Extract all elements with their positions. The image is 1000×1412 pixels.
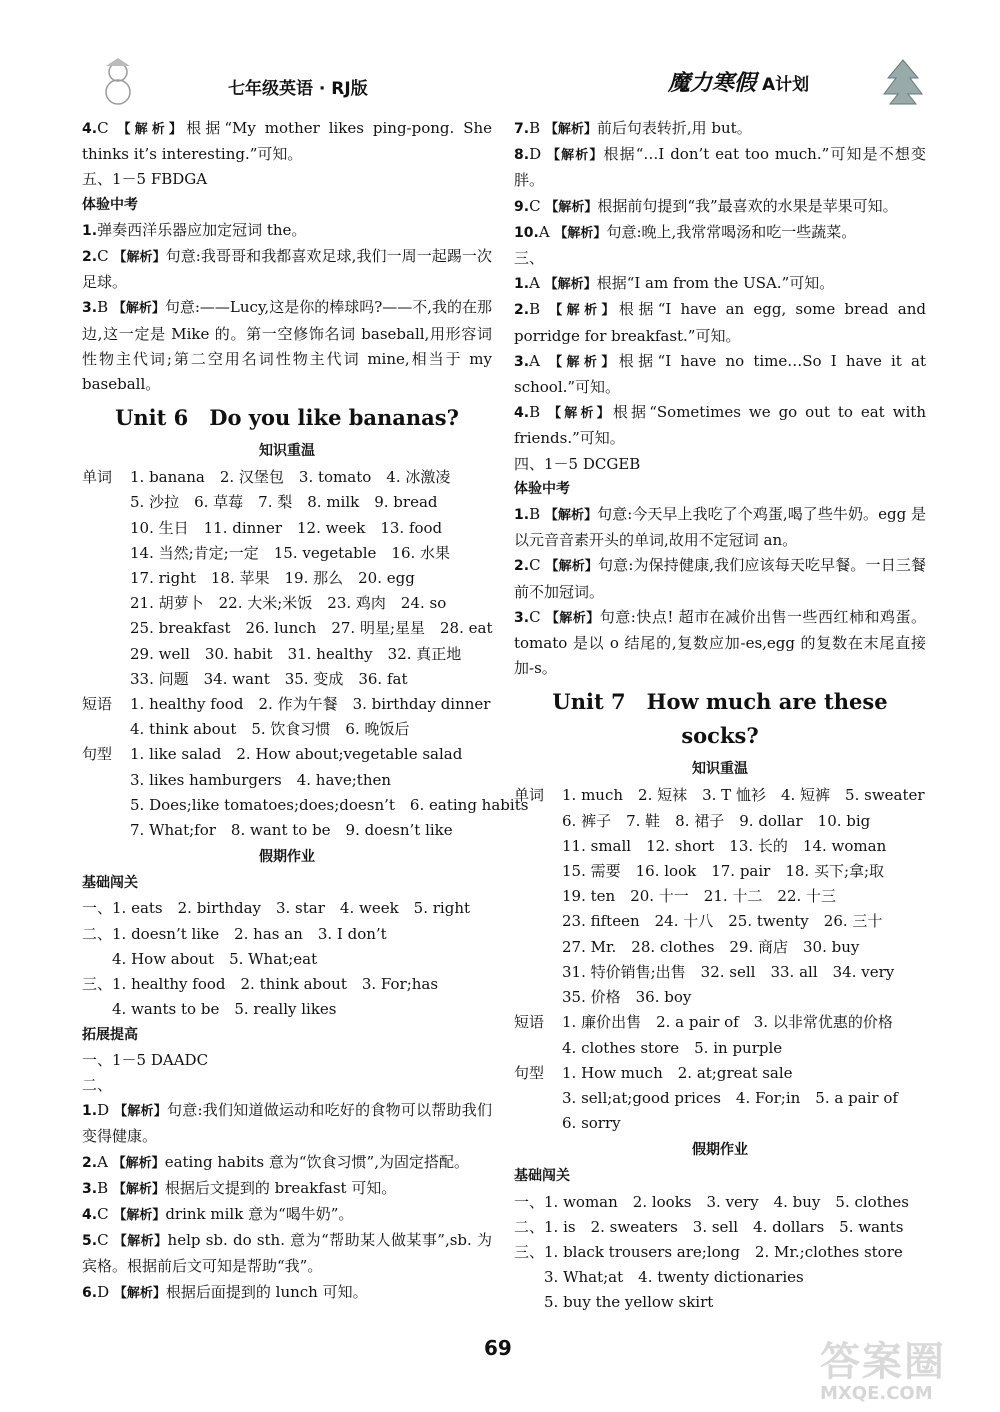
unit-6-extend-heading: 拓展提高 (82, 1026, 138, 1043)
analysis-label: 【解析】 (113, 1234, 168, 1250)
section-heading: 体验中考 (82, 196, 138, 213)
analysis-label: 【解析】 (549, 303, 619, 319)
exercise-line: 一、1. eats 2. birthday 3. star 4. week 5. right (82, 899, 471, 918)
phrase-lines (562, 1010, 926, 1060)
page-number: 69 (484, 1336, 512, 1360)
analysis-label: 【解析】 (546, 148, 604, 164)
vocab-line: 1. much 2. 短袜 3. T 恤衫 4. 短裤 5. sweater (562, 786, 925, 805)
exercise-line: 一、1－5 DAADC (82, 1050, 209, 1069)
phrase-line: 4. think about 5. 饮食习惯 6. 晚饭后 (130, 720, 410, 739)
question-number: 1. (82, 222, 98, 239)
analysis-text: eating habits 意为“饮食习惯”,为固定搭配。 (164, 1152, 469, 1171)
analysis-text: 句意:晚上,我常常喝汤和吃一些蔬菜。 (606, 222, 857, 241)
watermark-url: MXQE.COM (820, 1383, 933, 1404)
analysis-label: 【解析】 (113, 1285, 166, 1301)
unit-7-homework-heading: 假期作业 (692, 1142, 748, 1159)
question-number: 2. (82, 1154, 98, 1171)
analysis-label: 【解析】 (117, 122, 187, 137)
answer-choice: D (97, 1282, 114, 1301)
analysis-text: 根据“I am from the USA.”可知。 (596, 274, 835, 293)
answer-item (82, 1176, 492, 1202)
question-number: 2. (514, 558, 530, 575)
right-column (514, 116, 926, 1316)
vocab-line: 33. 问题 34. want 35. 变成 36. fat (130, 669, 408, 688)
answer-item (82, 1202, 492, 1228)
analysis-label: 【解析】 (545, 199, 598, 215)
phrase-line: 1. 廉价出售 2. a pair of 3. 以非常优惠的价格 (562, 1013, 893, 1032)
analysis-label: 【解析】 (114, 1104, 168, 1120)
left-column (82, 116, 529, 1306)
vocab-line: 21. 胡萝卜 22. 大米;米饭 23. 鸡肉 24. so (130, 594, 447, 613)
answer-choice: B (529, 300, 550, 319)
vocab-tag: 单词 (82, 468, 113, 487)
answer-item (82, 1280, 492, 1306)
vocab-line: 10. 生日 11. dinner 12. week 13. food (130, 518, 443, 537)
unit-6-basic-heading: 基础闯关 (82, 875, 138, 892)
section-heading: 体验中考 (514, 480, 570, 497)
vocab-line: 29. well 30. habit 31. healthy 32. 真正地 (130, 644, 462, 663)
sentence-line: 6. sorry (562, 1114, 621, 1133)
answer-choice: C (97, 247, 114, 266)
unit-6-phrases (82, 692, 492, 742)
exercise-line: 3. What;at 4. twenty dictionaries (514, 1268, 804, 1287)
answer-item (514, 271, 926, 297)
analysis-text: 根据“Sometimes we go out to eat with friends.”可知。 (514, 403, 926, 448)
answer-item (82, 1228, 492, 1279)
unit-6-extend-answers (82, 1098, 492, 1306)
analysis-label: 【解析】 (545, 610, 600, 626)
right-top-answers (514, 116, 926, 681)
question-number: 2. (514, 302, 530, 319)
analysis-label: 【解析】 (545, 559, 599, 575)
watermark-logo (820, 1330, 946, 1404)
unit-7-review-heading: 知识重温 (692, 761, 748, 778)
unit-6-review-heading: 知识重温 (259, 443, 315, 460)
analysis-text: 根据“My mother likes ping-pong. She thinks it’s interesting.”可知。 (82, 119, 493, 164)
question-number: 4. (82, 1206, 98, 1223)
exercise-line: 二、 (82, 1075, 113, 1094)
unit-7-vocab (514, 783, 926, 1010)
answer-item (82, 244, 492, 295)
left-top-answers (82, 116, 492, 397)
answer-item (82, 1150, 492, 1176)
question-number: 6. (82, 1284, 98, 1301)
question-number: 3. (82, 300, 98, 317)
vocab-lines (130, 465, 492, 692)
series-title (668, 66, 809, 97)
analysis-label: 【解析】 (544, 122, 597, 137)
answer-item (82, 218, 492, 244)
answer-line: 三、 (514, 249, 545, 268)
answer-choice: B (529, 119, 545, 137)
analysis-text: 句意:快点! 超市在减价出售一些西红柿和鸡蛋。tomato 是以 o 结尾的,复数应加-es,egg 的复数在末尾直接加-s。 (514, 607, 926, 678)
exercise-line: 一、1. woman 2. looks 3. very 4. buy 5. clothes (514, 1192, 909, 1211)
question-number: 9. (514, 198, 530, 215)
unit-7-sentences (514, 1061, 926, 1137)
answer-choice: A (529, 351, 550, 370)
answer-choice: A (97, 1152, 113, 1171)
unit-6-vocab (82, 465, 492, 692)
phrase-tag: 短语 (82, 695, 113, 714)
answer-line: 五、1－5 FBDGA (82, 170, 208, 189)
analysis-label: 【解析】 (113, 1207, 166, 1223)
vocab-line: 14. 当然;肯定;一定 15. vegetable 16. 水果 (130, 543, 451, 562)
exercise-line: 三、1. black trousers are;long 2. Mr.;clothes store (514, 1242, 903, 1261)
exercise-line: 5. buy the yellow skirt (514, 1293, 714, 1312)
unit-7-basic-heading: 基础闯关 (514, 1168, 570, 1185)
analysis-text: 根据后文提到的 breakfast 可知。 (164, 1178, 397, 1197)
answer-item (514, 194, 926, 220)
answer-item (82, 295, 492, 397)
vocab-line: 15. 需要 16. look 17. pair 18. 买下;拿;取 (562, 862, 885, 881)
answer-choice: B (529, 505, 545, 524)
answer-item (514, 142, 926, 193)
sentence-line: 1. How much 2. at;great sale (562, 1063, 793, 1082)
vocab-line: 25. breakfast 26. lunch 27. 明星;星星 28. eat (130, 619, 493, 638)
analysis-text: 句意:我们知道做运动和吃好的食物可以帮助我们变得健康。 (82, 1101, 492, 1146)
unit-7-basic-lines (514, 1190, 926, 1316)
analysis-label: 【解析】 (112, 301, 165, 317)
answer-choice: D (529, 145, 547, 164)
analysis-text: 句意:我哥哥和我都喜欢足球,我们一周一起踢一次足球。 (82, 247, 492, 292)
analysis-text: 前后句表转折,用 but。 (596, 119, 752, 137)
sentence-lines (130, 742, 528, 843)
analysis-text: 根据“…I don’t eat too much.”可知是不想变胖。 (514, 145, 926, 190)
series-title-suffix: A计划 (762, 75, 810, 95)
analysis-text: 根据后面提到的 lunch 可知。 (165, 1282, 368, 1301)
analysis-text: 根据前句提到“我”最喜欢的水果是苹果可知。 (597, 196, 898, 215)
question-number: 1. (514, 276, 530, 293)
unit-7-title: Unit 7 How much are these socks? (552, 689, 888, 749)
exercise-line: 4. How about 5. What;eat (82, 949, 318, 968)
question-number: 4. (82, 121, 98, 137)
question-number: 3. (514, 353, 530, 370)
answer-choice: C (97, 1204, 114, 1223)
question-number: 7. (514, 121, 530, 137)
answer-item (82, 116, 492, 167)
analysis-label: 【解析】 (112, 1155, 165, 1171)
answer-choice: C (97, 119, 118, 137)
answer-item (514, 400, 926, 451)
sentence-line: 3. sell;at;good prices 4. For;in 5. a pair of (562, 1088, 898, 1107)
answer-item (514, 502, 926, 553)
answer-choice: D (97, 1101, 115, 1120)
unit-6-homework-heading: 假期作业 (259, 849, 315, 866)
sentence-line: 1. like salad 2. How about;vegetable salad (130, 745, 463, 764)
sentence-line: 7. What;for 8. want to be 9. doesn’t like (130, 821, 453, 840)
analysis-text: 根据“I have no time…So I have it at school.”可知。 (514, 351, 926, 397)
unit-6-title: Unit 6 Do you like bananas? (115, 405, 459, 431)
vocab-tag: 单词 (514, 786, 545, 805)
sentence-tag: 句型 (514, 1063, 545, 1082)
answer-choice: C (529, 196, 546, 215)
series-title-main: 魔力寒假 (668, 71, 757, 96)
phrase-line: 4. clothes store 5. in purple (562, 1038, 783, 1057)
question-number: 3. (82, 1180, 98, 1197)
answer-item (514, 553, 926, 604)
vocab-line: 23. fifteen 24. 十八 25. twenty 26. 三十 (562, 912, 883, 931)
page-header (0, 0, 1000, 112)
vocab-line: 31. 特价销售;出售 32. sell 33. all 34. very (562, 962, 895, 981)
phrase-tag: 短语 (514, 1013, 545, 1032)
exercise-line: 4. wants to be 5. really likes (82, 1000, 337, 1019)
unit-6-extend-lines (82, 1048, 492, 1098)
answer-item (514, 220, 926, 246)
watermark-text: 答案圈 (820, 1339, 946, 1385)
analysis-text: 句意:为保持健康,我们应该每天吃早餐。一日三餐前不加冠词。 (514, 556, 926, 601)
unit-6-sentences (82, 742, 529, 843)
answer-choice: C (97, 1231, 114, 1250)
exercise-line: 二、1. is 2. sweaters 3. sell 4. dollars 5. wants (514, 1217, 904, 1236)
vocab-line: 27. Mr. 28. clothes 29. 商店 30. buy (562, 937, 860, 956)
exercise-line: 三、1. healthy food 2. think about 3. For;has (82, 975, 439, 994)
christmas-tree-icon (880, 58, 926, 108)
vocab-line: 11. small 12. short 13. 长的 14. woman (562, 836, 887, 855)
analysis-text: 根据“I have an egg, some bread and porridge for breakfast.”可知。 (514, 300, 926, 345)
vocab-lines (562, 783, 926, 1010)
analysis-label: 【解析】 (548, 406, 613, 422)
phrase-line: 1. healthy food 2. 作为午餐 3. birthday dinner (130, 695, 491, 714)
analysis-label: 【解析】 (544, 277, 597, 293)
analysis-text: 弹奏西洋乐器应加定冠词 the。 (97, 220, 307, 239)
question-number: 4. (514, 405, 530, 422)
exercise-line: 二、1. doesn’t like 2. has an 3. I don’t (82, 924, 387, 943)
analysis-label: 【解析】 (554, 225, 607, 241)
answer-item (514, 297, 926, 348)
vocab-line: 5. 沙拉 6. 草莓 7. 梨 8. milk 9. bread (130, 493, 438, 512)
answer-choice: C (529, 607, 546, 626)
answer-choice: C (529, 556, 546, 575)
answer-choice: B (97, 1178, 113, 1197)
question-number: 1. (82, 1103, 98, 1120)
analysis-label: 【解析】 (549, 354, 619, 370)
sentence-lines (562, 1061, 926, 1137)
question-number: 3. (514, 609, 530, 626)
answer-choice: A (529, 274, 545, 293)
snowman-logo-icon (96, 58, 140, 106)
unit-7-phrases (514, 1010, 926, 1060)
analysis-text: 句意:——Lucy,这是你的棒球吗?——不,我的在那边,这一定是 Mike 的。第一空修饰名词 baseball,用形容词性物主代词;第二空用名词性物主代词 mine,相当于 my baseball。 (82, 298, 493, 394)
answer-item (82, 1098, 492, 1149)
unit-6-basic-lines (82, 896, 492, 1022)
answer-line: 四、1－5 DCGEB (514, 454, 641, 473)
analysis-text: 句意:今天早上我吃了个鸡蛋,喝了些牛奶。egg 是以元音音素开头的单词,故用不定冠词 an。 (514, 505, 926, 550)
sentence-line: 3. likes hamburgers 4. have;then (130, 770, 392, 789)
analysis-label: 【解析】 (112, 1181, 165, 1197)
analysis-label: 【解析】 (544, 508, 598, 524)
vocab-line: 1. banana 2. 汉堡包 3. tomato 4. 冰激凌 (130, 468, 451, 487)
question-number: 1. (514, 507, 530, 524)
answer-choice: B (97, 298, 113, 317)
answer-item (514, 116, 926, 142)
sentence-line: 5. Does;like tomatoes;does;doesn’t 6. eating habits (130, 795, 529, 814)
phrase-lines (130, 692, 492, 742)
vocab-line: 19. ten 20. 十一 21. 十二 22. 十三 (562, 887, 837, 906)
question-number: 5. (82, 1233, 98, 1250)
analysis-text: drink milk 意为“喝牛奶”。 (165, 1204, 354, 1223)
book-title: 七年级英语 · RJ版 (228, 79, 368, 99)
sentence-tag: 句型 (82, 745, 113, 764)
answer-item (514, 349, 926, 400)
vocab-line: 17. right 18. 苹果 19. 那么 20. egg (130, 569, 415, 588)
question-number: 8. (514, 147, 530, 164)
answer-item (514, 605, 926, 682)
vocab-line: 6. 裤子 7. 鞋 8. 裙子 9. dollar 10. big (562, 811, 871, 830)
vocab-line: 35. 价格 36. boy (562, 988, 692, 1007)
analysis-text: help sb. do sth. 意为“帮助某人做某事”,sb. 为宾格。根据前后文可知是帮助“我”。 (82, 1231, 492, 1276)
question-number: 2. (82, 249, 98, 266)
analysis-label: 【解析】 (113, 250, 166, 266)
question-number: 10. (514, 224, 539, 241)
answer-choice: B (529, 403, 549, 422)
answer-choice: A (538, 222, 555, 241)
